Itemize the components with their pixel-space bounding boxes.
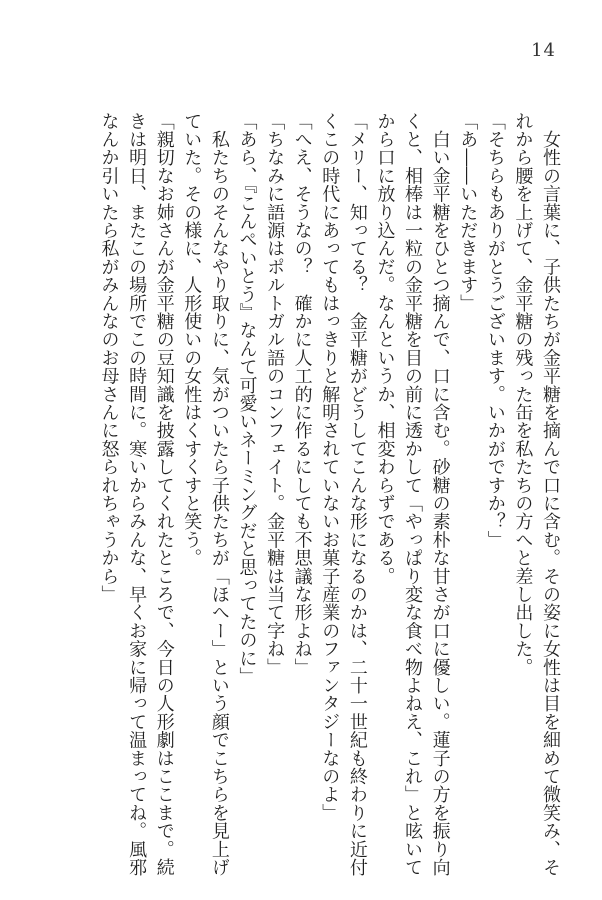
text-line: 「ちなみに語源はポルトガル語のコンフェイト。金平糖は当て字ね」 bbox=[264, 112, 286, 677]
text-line: 私たちのそんなやり取りに、気がついたら子供たちが「ほへー」という顔でこちらを見上げ bbox=[208, 112, 230, 877]
text-line: れから腰を上げて、金平糖の残った缶を私たちの方へと差し出した。 bbox=[512, 112, 534, 677]
text-line: きは明日、またこの場所でこの時間に。寒いからみんな、早くお家に帰って温まってね。風邪 bbox=[126, 112, 148, 877]
text-line: から口に放り込んだ。なんというか、相変わらずである。 bbox=[374, 112, 396, 586]
text-line: くこの時代にあってもはっきりと解明されていないお菓子産業のファンタジーなのよ」 bbox=[319, 112, 341, 822]
text-line: 「あら、『こんぺいとう』なんて可愛いネーミングだと思ってたのに」 bbox=[236, 112, 258, 686]
text-line: ていた。その様に、人形使いの女性はくすくすと笑う。 bbox=[181, 112, 203, 567]
text-line: 「親切なお姉さんが金平糖の豆知識を披露してくれたところで、今日の人形劇はここまで。続 bbox=[153, 112, 175, 877]
text-line: 「あ――いただきます」 bbox=[457, 112, 479, 313]
novel-text-block bbox=[95, 112, 564, 877]
text-line: 白い金平糖をひとつ摘んで、口に含む。砂糖の素朴な甘さが口に優しい。蓮子の方を振り向 bbox=[429, 112, 451, 877]
text-line: 「メリー、知ってる？ 金平糖がどうしてこんな形になるのかは、二十一世紀も終わりに近付 bbox=[346, 112, 368, 877]
text-line: くと、相棒は一粒の金平糖を目の前に透かして「やっぱり変な食べ物よねえ、これ」と呟いて bbox=[402, 112, 424, 877]
text-line: なんか引いたら私がみんなのお母さんに怒られちゃうから」 bbox=[98, 112, 120, 604]
text-line: 「そちらもありがとうございます。いかがですか？」 bbox=[484, 112, 506, 549]
text-line: 女性の言葉に、子供たちが金平糖を摘んで口に含む。その姿に女性は目を細めて微笑み、そ bbox=[540, 112, 561, 877]
page-number: 14 bbox=[531, 40, 556, 61]
text-line: 「へえ、そうなの？ 確かに人工的に作るにしても不思議な形よね」 bbox=[291, 112, 313, 677]
